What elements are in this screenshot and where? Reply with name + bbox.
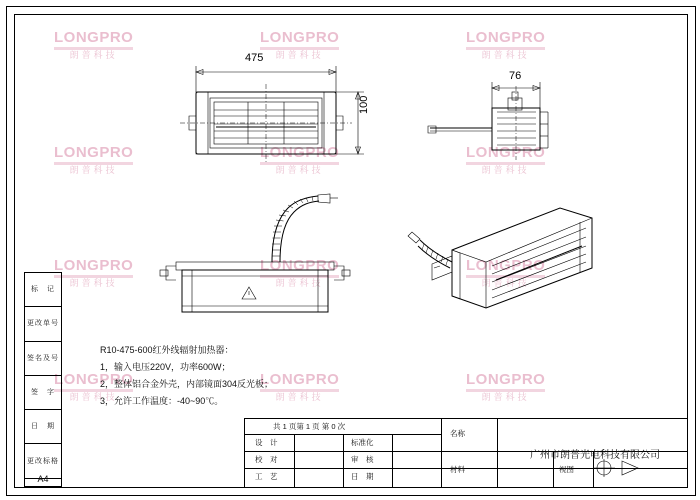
part-name-label: 名称 [450,429,465,438]
revision-label: 日 期 [31,423,55,431]
watermark: LONGPRO 朗普科技 [260,371,340,402]
revision-label: 更改标格 [27,457,59,465]
revision-label: 签 字 [31,389,55,397]
process-label: 工 艺 [255,472,278,481]
dimension-side-width: 76 [509,70,522,82]
standardization-label: 标准化 [351,438,374,447]
sheet-size-label: A4 [37,474,49,484]
approval-label: 审 核 [351,455,374,464]
date-label: 日 期 [351,472,374,481]
dimension-top-height: 100 [358,95,370,114]
notes-title: R10-475-600红外线辐射加热器： [100,345,234,355]
watermark: LONGPRO 朗普科技 [54,144,134,175]
revision-label: 更改单号 [27,320,59,328]
watermark: LONGPRO 朗普科技 [260,144,340,175]
revision-label: 标 记 [31,286,55,294]
watermark: LONGPRO 朗普科技 [54,371,134,402]
sheet-info: 共 1 页第 1 页 第 0 次 [273,422,346,431]
watermark: LONGPRO 朗普科技 [466,29,546,60]
view-label: 视图 [559,465,574,474]
watermark: LONGPRO 朗普科技 [466,371,546,402]
notes-line-3: 3，允许工作温度：-40~90℃。 [100,396,224,406]
watermark: LONGPRO 朗普科技 [54,29,134,60]
designer-label: 设 计 [255,438,278,447]
watermark: LONGPRO 朗普科技 [466,144,546,175]
material-label: 材料 [450,465,465,474]
dimension-top-width: 475 [245,52,264,64]
watermark: LONGPRO 朗普科技 [466,257,546,288]
company-name: 广州市朗普光电科技有限公司 [530,450,660,461]
checker-label: 校 对 [255,455,278,464]
watermark: LONGPRO 朗普科技 [260,29,340,60]
watermark: LONGPRO 朗普科技 [260,257,340,288]
notes-line-2: 2，整体铝合金外壳，内部镜面304反光板； [100,379,274,389]
revision-label: 签名及号 [27,354,59,362]
watermark: LONGPRO 朗普科技 [54,257,134,288]
notes-line-1: 1，输入电压220V，功率600W； [100,362,231,372]
